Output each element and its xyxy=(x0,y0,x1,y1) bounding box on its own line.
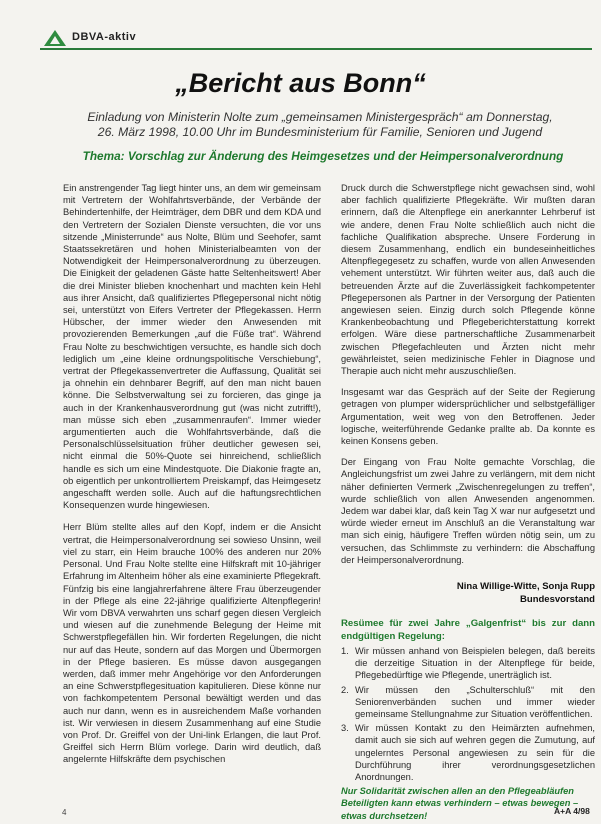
closing-statement xyxy=(341,785,595,822)
summary-list xyxy=(341,645,595,783)
article-subtitle xyxy=(50,110,590,140)
section-label: DBVA-aktiv xyxy=(72,31,137,43)
signature-names: Nina Willige-Witte, Sonja Rupp xyxy=(456,581,595,593)
paragraph: Druck durch die Schwerstpflege nicht gewachsen sind, wohl aber fachlich qualifizierte Pflegekräfte. Wir mußten daran erinnern, daß die Altenpflege ein anerkannter Lehrberuf ist wie andere, denen Frau Nolte schließlich auch nicht die fachliche Qualifikation abspreche. Unsere Forderung in diesem Zusammenhang, endlich ein bundeseinheitliches Altenpflegegesetz zu schaffen, wurde von allen Anwesenden vehement unterstützt. Wir führten weiter aus, daß auch die betreuenden Ärzte auf die Zuverlässigkeit fachkompetenter Pflegepersonen als Partner in der Versorgung der Patienten angewiesen seien. Einzig durch solch Pflegende könne Krankenbeobachtung und Pflegeberichterstattung korrekt erfolgen. Wäre diese partnerschaftliche Zusammenarbeit zwischen Pflegefachleuten und Ärzten nicht mehr gewährleistet, seien medizinische Fehler in Diagnose und Therapie auch nicht mehr auszuschließen. xyxy=(341,183,595,377)
list-item xyxy=(341,722,595,783)
list-item-text: Wir müssen Kontakt zu den Heimärzten aufnehmen, damit auch sie sich auf wehren gegen die Zumutung, auf ungelerntes Personal angewiesen zu sein für die Durchführung ihrer verordnungsgesetzlichen Anordnungen. xyxy=(355,723,595,782)
list-item-text: Wir müssen anhand von Beispielen belegen, daß bereits die derzeitige Situation in der Altenpflege für beide, Pflegebedürftige wie Pflegende, unerträglich ist. xyxy=(355,645,595,681)
list-item xyxy=(341,645,595,682)
summary-title: Resümee für zwei Jahre „Galgenfrist“ bis zur dann endgültigen Regelung: xyxy=(341,618,595,642)
paragraph: Herr Blüm stellte alles auf den Kopf, indem er die Ansicht vertrat, die Heimpersonalverordnung sei sowieso Unsinn, weil viel zu starr, ein Heim brauche 100% des anderen nur 20% Personal. Und Frau Nolte stellte eine Hilfskraft mit 10-jähriger Erfahrung im Altenheim höher als eine examinierte Pflegekraft. Fünfzig bis eine langjahrerfahrene ältere Frau überzeugender in der Pflege als eine 22-jährige qualifizierte Altenpflegerin! Wir vom DBVA verwahrten uns scharf gegen diesen Vergleich und wiesen auf die zunehmende Belegung der Heime mit Schwerstpflegefällen hin. Wir forderten Regelungen, die nicht nur auf das Heute, sondern auf das Morgen und Übermorgen in der Pflege basieren. Es müsse davon ausgegangen werden, daß immer mehr Angehörige vor den Anforderungen an eine Schwerstpflegesituation kapitulieren. Diese könne nur von fachkompetentem Personal bewältigt werden und das auch nur dann, wenn es in ausreichendem Maße vorhanden ist. Wir verwiesen in diesem Zusammenhang auf eine Studie von Prof. Dr. Greiffel von der Uni-link Erlangen, die laut Prof. Greiffel sich Herrn Blüm vorlege. Darin wird deutlich, daß angelernte Hilfskräfte dem psychischen xyxy=(63,522,321,765)
list-item-number: 2. xyxy=(341,684,349,695)
subtitle-line-2: 26. März 1998, 10.00 Uhr im Bundesministerium für Familie, Senioren und Jugend xyxy=(97,125,543,139)
list-item-text: Wir müssen den „Schulterschluß“ mit den Seniorenverbänden suchen und immer wieder gemeinsame Stellungnahme zur Situation veröffentlichen. xyxy=(355,684,595,719)
paragraph: Der Eingang von Frau Nolte gemachte Vorschlag, die Angleichungsfrist um zwei Jahre zu verlängern, mit dem nicht näher definierten Vermerk „Zwischenregelungen zu treffen“, wurde schließlich von allen Anwesenden angenommen. Jedem war dabei klar, daß kein Tag X war nur aufgesetzt und würde wieder erneut im Anschluß an die Veranstaltung war man sich einig, häufigere Treffen würden nötig sein, um zu versuchen, das Schlimmste zu verhindern: die Abschaffung der Heimpersonalverordnung. xyxy=(341,457,595,565)
signature-role: Bundesvorstand xyxy=(520,594,595,606)
article-title: „Bericht aus Bonn“ xyxy=(175,68,426,98)
list-item-number: 1. xyxy=(341,645,349,656)
closing-line-2: Beteiligten kann etwas verhindern – etwas bewegen – xyxy=(341,798,579,809)
subtitle-line-1: Einladung von Ministerin Nolte zum „gemeinsamen Ministergespräch“ am Donnerstag, xyxy=(87,110,553,124)
closing-line-1: Nur Solidarität zwischen allen an den Pflegeabläufen xyxy=(341,786,574,797)
closing-line-3: etwas durchsetzen! xyxy=(341,810,428,821)
signature-block xyxy=(341,580,595,606)
logo-inner-mark xyxy=(50,36,60,44)
list-item-number: 3. xyxy=(341,723,349,734)
article-topic: Thema: Vorschlag zur Änderung des Heimgesetzes und der Heimpersonalverordnung xyxy=(82,149,564,163)
section-header xyxy=(40,30,592,50)
right-column xyxy=(341,182,595,822)
list-item xyxy=(341,684,595,721)
paragraph: Ein anstrengender Tag liegt hinter uns, an dem wir gemeinsam mit Vertretern der Wohlfahrtsverbände, der Verbände der Behindertenhilfe, der Heimträger, dem DBR und dem KDA und den Vertretern der Sozialen Dienste versuchten, die vor uns sitzende „Ministerrunde“ aus Nolte, Blüm und Seehofer, samt Staatssekretären und hohen Ministerialbeamten von der Notwendigkeit der Heimpersonalverordnung zu überzeugen. Die Einigkeit der geladenen Gäste hatte Seltenheitswert! Aber die drei Minister blieben knochenhart und machten kein Hehl aus ihrer Ansicht, daß qualifiziertes Pflegepersonal nicht nötig sei, unterstützt von Eifers Vertreter der Pflegekassen. Herrn Hübscher, der immer wieder den Anwesenden mit provozierenden Bemerkungen „auf die Füße trat“. Während Frau Nolte zu beschwichtigen versuchte, es handle sich doch lediglich um „eine kleine ordnungspolitische Verschiebung“, vertrat der Pflegekassenvertreter die Auffassung, Qualität sei ja ohnehin ein dehnbarer Begriff, auf den man nicht bauen könne. Die Selbstverwaltung sei zu forcieren, das ginge ja auch in der Krankenhausverordnung gut (was nicht zutrifft!), man müsse sich eben „zusammenraufen“. Immer wieder argumentierten auch die Wohlfahrtsverbände, daß die Personalschlüsselsituation früher deutlicher gewesen sei, nicht einmal die 50%-Quote sei hinreichend, schließlich handle es sich um eine Mindestquote. Die Diakonie fragte an, ob eigentlich per unkontrolliertem Preiskampf, das Heimgesetz angeschafft werden solle. Auch auf die haftungsrechtlichen Konsequenzen wurde hingewiesen. xyxy=(63,183,321,511)
paragraph: Insgesamt war das Gespräch auf der Seite der Regierung getragen von plumper widersprüchlicher und selbstgefälliger Argumentation, weit weg von den Betroffenen. Jeder logische, weiterführende Gedanke prallte ab. Da konnte es keinen Konsens geben. xyxy=(341,387,595,447)
left-column xyxy=(63,182,321,776)
journal-reference: A+A 4/98 xyxy=(554,806,590,816)
page-number: 4 xyxy=(62,808,67,817)
